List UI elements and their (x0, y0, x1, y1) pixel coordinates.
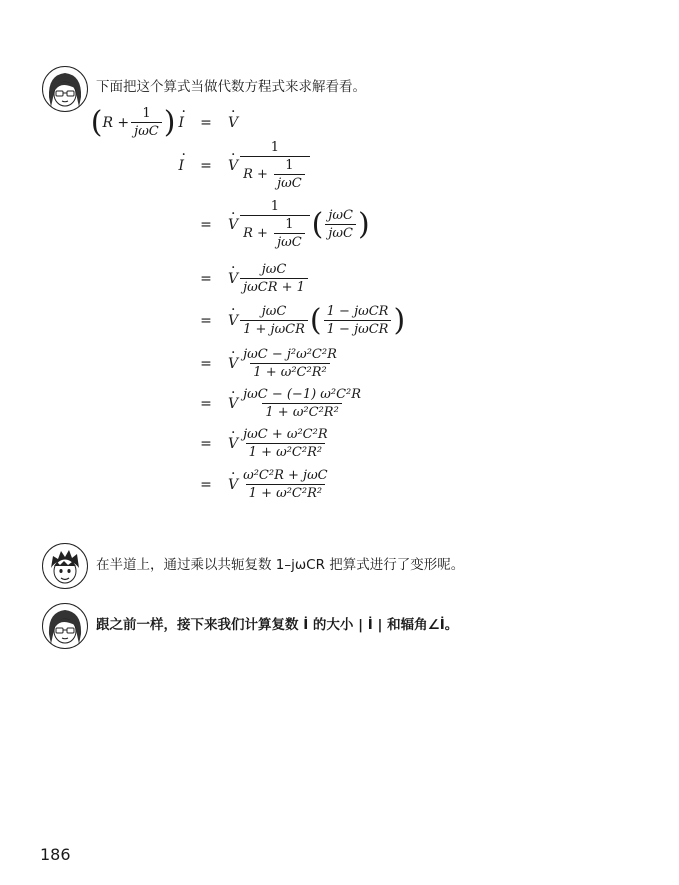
voltage-symbol: · V (228, 158, 238, 174)
girl-face-icon (43, 604, 87, 648)
page-number: 186 (40, 845, 71, 864)
boy-face-icon (43, 544, 87, 588)
r-plus-term: R + (243, 167, 268, 182)
left-paren: ( (311, 206, 324, 242)
equals-sign: = (200, 312, 212, 329)
voltage-symbol: · V (228, 217, 238, 233)
fraction-denominator: 1 + ω²C²R² (246, 443, 325, 460)
equation-row-7 (96, 387, 366, 420)
fraction-denominator: jωC (131, 122, 162, 139)
fraction-denominator: 1 + ω²C²R² (262, 403, 341, 420)
fraction-numerator: ω²C²R + jωC (243, 468, 328, 483)
left-paren: ( (90, 104, 103, 140)
right-paren: ) (393, 302, 406, 338)
equation-block (90, 104, 456, 514)
fraction-numerator: 1 (285, 158, 294, 173)
current-symbol: · I (178, 115, 184, 131)
fraction-numerator: jωC − (−1) ω²C²R (243, 387, 362, 402)
speech-text-2: 在半道上，通过乘以共轭复数 1–jωCR 把算式进行了变形呢。 (96, 557, 465, 573)
fraction-denominator: jωCR + 1 (240, 278, 308, 295)
girl-face-icon (43, 67, 87, 111)
fraction-numerator: 1 (285, 217, 294, 232)
character-avatar-girl-1 (42, 66, 88, 112)
fraction-numerator: jωC − j²ω²C²R (243, 347, 337, 362)
equation-row-3 (96, 199, 370, 250)
fraction-denominator: jωC (325, 224, 356, 241)
fraction-numerator: 1 (142, 106, 151, 121)
voltage-symbol: · V (228, 356, 238, 372)
equation-row-6 (96, 347, 342, 380)
equation-row-9 (96, 468, 333, 501)
equals-sign: = (200, 114, 212, 131)
equation-row-1 (90, 104, 239, 140)
fraction (240, 387, 364, 420)
voltage-symbol: · V (228, 477, 238, 493)
fraction-numerator: jωC (261, 262, 287, 277)
fraction-numerator: 1 (270, 140, 280, 155)
equation-row-4 (96, 262, 310, 295)
fraction (324, 304, 392, 337)
voltage-symbol: · V (228, 436, 238, 452)
equals-sign: = (200, 157, 212, 174)
character-avatar-boy (42, 543, 88, 589)
r-plus-term: R + (243, 226, 268, 241)
equation-row-8 (96, 427, 333, 460)
nested-fraction (274, 158, 305, 191)
fraction (240, 468, 331, 501)
fraction (325, 208, 356, 241)
voltage-symbol: · V (228, 313, 238, 329)
fraction (131, 106, 162, 139)
fraction-numerator: 1 − jωCR (326, 304, 389, 319)
fraction-denominator (240, 156, 310, 191)
equals-sign: = (200, 355, 212, 372)
right-paren: ) (357, 206, 370, 242)
speech-text-1: 下面把这个算式当做代数方程式来求解看看。 (96, 79, 366, 95)
equals-sign: = (200, 435, 212, 452)
current-symbol: · I (178, 158, 184, 174)
fraction-numerator: jωC (328, 208, 353, 223)
fraction-denominator: 1 − jωCR (324, 320, 392, 337)
left-paren: ( (309, 302, 322, 338)
equation-row-2 (96, 140, 312, 191)
voltage-symbol: · V (228, 271, 238, 287)
equals-sign: = (200, 216, 212, 233)
fraction (240, 347, 340, 380)
fraction (240, 262, 308, 295)
voltage-symbol: · V (228, 115, 238, 131)
fraction-denominator: 1 + ω²C²R² (250, 363, 329, 380)
speech-text-3: 跟之前一样，接下来我们计算复数 İ 的大小 | İ | 和辐角∠İ。 (96, 617, 459, 633)
fraction (240, 427, 331, 460)
equals-sign: = (200, 395, 212, 412)
right-paren: ) (163, 104, 176, 140)
fraction (240, 199, 310, 250)
fraction-numerator: jωC (261, 304, 287, 319)
fraction-denominator: jωC (274, 233, 305, 250)
equals-sign: = (200, 476, 212, 493)
fraction-numerator: jωC + ω²C²R (243, 427, 328, 442)
fraction-denominator: jωC (274, 174, 305, 191)
fraction (240, 304, 308, 337)
nested-fraction (274, 217, 305, 250)
equals-sign: = (200, 270, 212, 287)
fraction (240, 140, 310, 191)
fraction-denominator: 1 + ω²C²R² (246, 484, 325, 501)
voltage-symbol: · V (228, 396, 238, 412)
r-plus-term: R + (102, 114, 130, 131)
fraction-numerator: 1 (270, 199, 280, 214)
character-avatar-girl-2 (42, 603, 88, 649)
fraction-denominator (240, 215, 310, 250)
fraction-denominator: 1 + jωCR (240, 320, 308, 337)
equation-row-5 (96, 304, 405, 337)
